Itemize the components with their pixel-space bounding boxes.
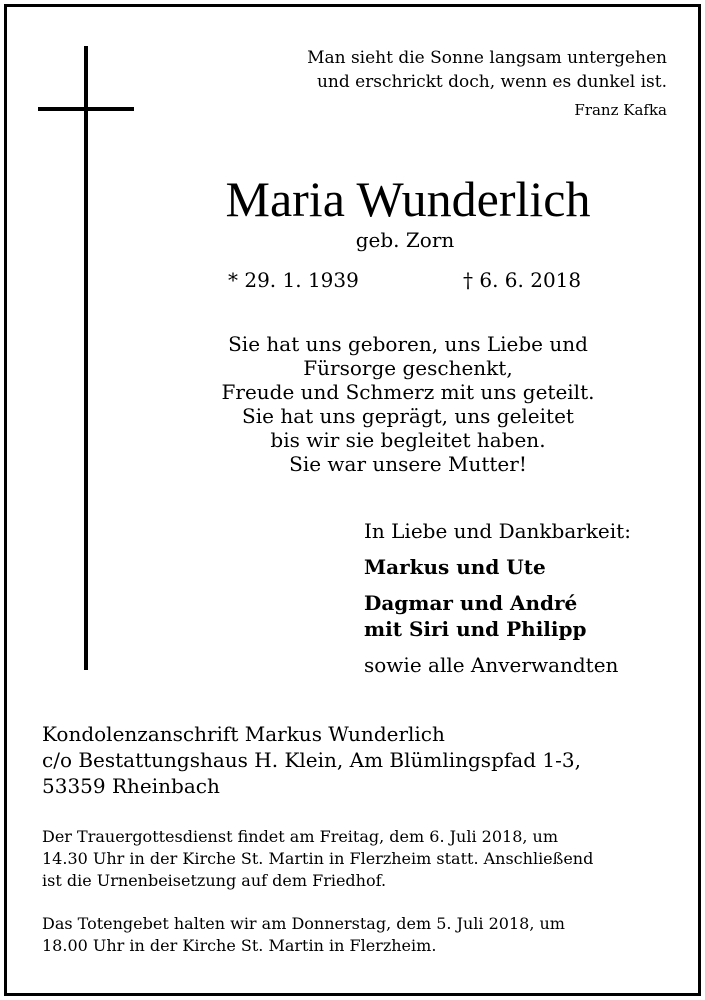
quote <box>307 46 667 122</box>
service-info <box>42 826 666 892</box>
poem-line: Freude und Schmerz mit uns geteilt. <box>221 380 595 404</box>
family-name: mit Siri und Philipp <box>364 617 587 641</box>
service-line: 14.30 Uhr in der Kirche St. Martin in Flerzheim statt. Anschließend <box>42 849 594 868</box>
poem-line: Fürsorge geschenkt, <box>303 356 513 380</box>
family-name: Markus und Ute <box>364 555 546 579</box>
prayer-line: 18.00 Uhr in der Kirche St. Martin in Flerzheim. <box>42 936 437 955</box>
poem-line: Sie hat uns geprägt, uns geleitet <box>242 404 574 428</box>
signoff-lead: In Liebe und Dankbarkeit: <box>364 519 631 543</box>
poem <box>168 332 648 476</box>
service-line: Der Trauergottesdienst findet am Freitag, dem 6. Juli 2018, um <box>42 827 559 846</box>
death-date: † 6. 6. 2018 <box>463 268 582 292</box>
prayer-line: Das Totengebet halten wir am Donnerstag, dem 5. Juli 2018, um <box>42 914 565 933</box>
quote-author: Franz Kafka <box>574 101 667 119</box>
signoff-tail: sowie alle Anverwandten <box>364 653 619 677</box>
condolence-address <box>42 721 581 799</box>
cross-icon <box>84 46 88 670</box>
signoff <box>364 518 631 678</box>
address-line: 53359 Rheinbach <box>42 774 220 798</box>
prayer-info <box>42 913 666 957</box>
address-line: Kondolenzanschrift Markus Wunderlich <box>42 722 445 746</box>
deceased-name: Maria Wunderlich <box>225 171 591 227</box>
cross-bar <box>38 107 134 111</box>
quote-line: und erschrickt doch, wenn es dunkel ist. <box>316 72 667 92</box>
born-name: geb. Zorn <box>355 228 455 252</box>
service-line: ist die Urnenbeisetzung auf dem Friedhof. <box>42 871 387 890</box>
poem-line: bis wir sie begleitet haben. <box>270 428 546 452</box>
birth-date: * 29. 1. 1939 <box>228 268 359 292</box>
poem-line: Sie hat uns geboren, uns Liebe und <box>228 332 588 356</box>
family-name: Dagmar und André <box>364 591 578 615</box>
poem-line: Sie war unsere Mutter! <box>289 452 527 476</box>
address-line: c/o Bestattungshaus H. Klein, Am Blümlingspfad 1-3, <box>42 748 581 772</box>
quote-line: Man sieht die Sonne langsam untergehen <box>307 48 667 68</box>
